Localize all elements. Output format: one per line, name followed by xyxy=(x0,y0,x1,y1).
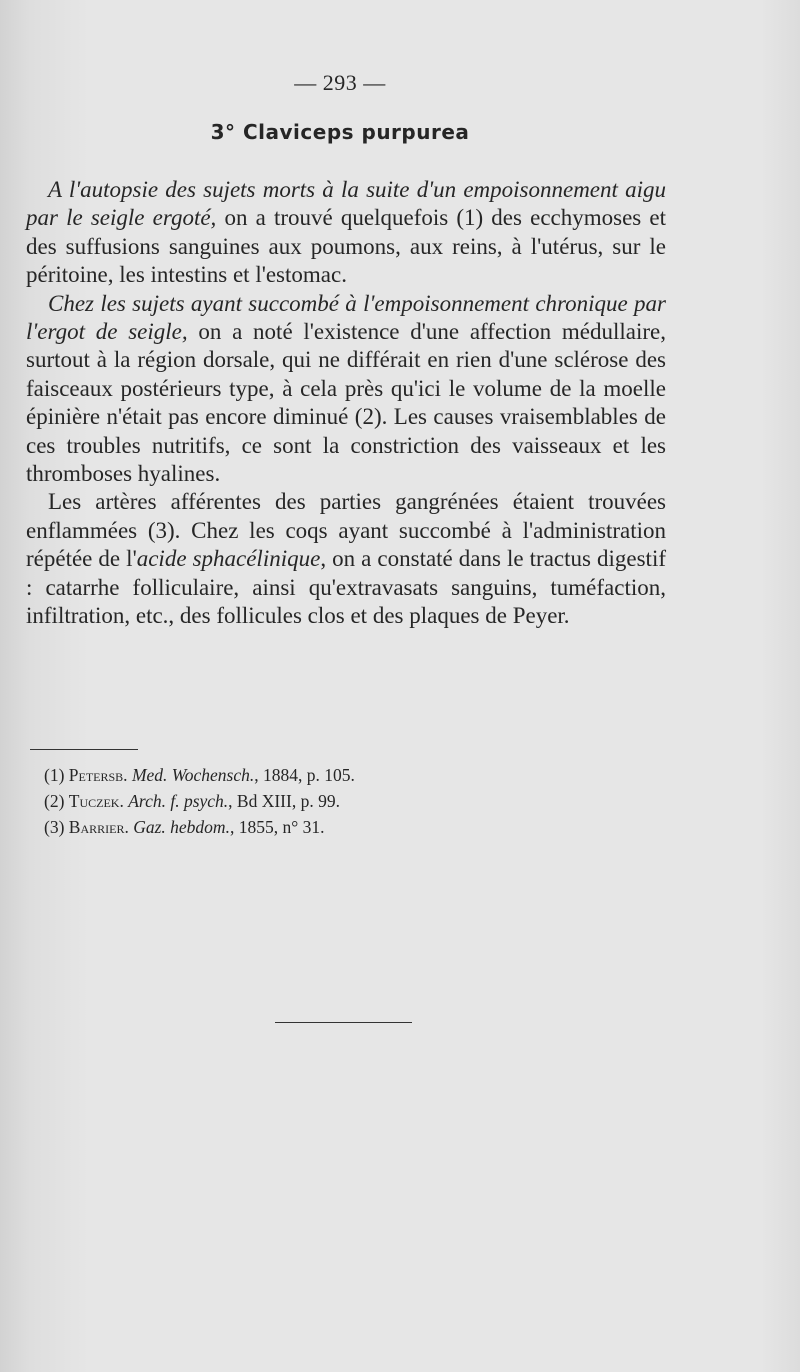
footnotes xyxy=(44,762,604,840)
paragraph-1-italic-lead: A l'autopsie des sujets morts à la suite d'un empoisonnement aigu par le seigle ergoté, xyxy=(26,177,666,231)
body-text xyxy=(26,176,666,631)
footnote-marker: (3) xyxy=(44,817,65,837)
paragraph-3-text-before: Les artères afférentes des parties gangrénées étaient trouvées enflammées (3). Chez les coqs ayant succombé à l'administration répétée de l' xyxy=(26,489,666,572)
paragraph-2-italic-lead: Chez les sujets ayant succombé à l'empoisonnement chronique par l'ergot de seigle, xyxy=(26,290,666,345)
footnote-details: , 1855, n° 31. xyxy=(229,817,325,837)
paragraph-1 xyxy=(26,176,666,290)
paragraph-3-italic: acide sphacélinique xyxy=(136,546,321,572)
footnote-title: Med. Wochensch. xyxy=(131,765,255,785)
paragraph-1-text: on a trouvé quelquefois (1) des ecchymoses et des suffusions sanguines aux poumons, aux reins, à l'utérus, sur le péritoine, les intestins et l'estomac. xyxy=(26,205,666,288)
footnote-2 xyxy=(44,788,604,814)
paragraph-3-text-after: , on a constaté dans le tractus digestif : catarrhe folliculaire, ainsi qu'extravasats sanguins, tuméfaction, infiltration, etc., des follicules clos et des plaques de Peyer. xyxy=(26,546,666,629)
paragraph-3 xyxy=(26,488,666,630)
end-of-chapter-rule xyxy=(275,1022,412,1023)
footnote-details: , Bd XIII, p. 99. xyxy=(228,791,340,811)
section-title: 3° Claviceps purpurea xyxy=(210,120,470,144)
footnote-separator xyxy=(30,749,138,750)
footnote-3 xyxy=(44,814,604,840)
footnote-author: Tuczek. xyxy=(68,791,124,811)
footnote-marker: (1) xyxy=(44,765,65,785)
paragraph-2 xyxy=(26,290,666,489)
paragraph-2-text: on a noté l'existence d'une affection médullaire, surtout à la région dorsale, qui ne différait en rien d'une sclérose des faisceaux postérieurs type, à cela près qu'ici le volume de la moelle épinière n'était pas encore diminué (2). Les causes vraisemblables de ces troubles nutritifs, ce sont la constriction des vaisseaux et les thromboses hyalines. xyxy=(26,319,666,487)
footnote-details: , 1884, p. 105. xyxy=(254,765,355,785)
footnote-author: Petersb. xyxy=(68,765,128,785)
footnote-title: Arch. f. psych. xyxy=(128,791,229,811)
footnote-marker: (2) xyxy=(44,791,65,811)
page-number: — 293 — xyxy=(294,70,386,95)
footnote-author: Barrier. xyxy=(68,817,129,837)
footnote-1 xyxy=(44,762,604,788)
footnote-title: Gaz. hebdom. xyxy=(133,817,230,837)
